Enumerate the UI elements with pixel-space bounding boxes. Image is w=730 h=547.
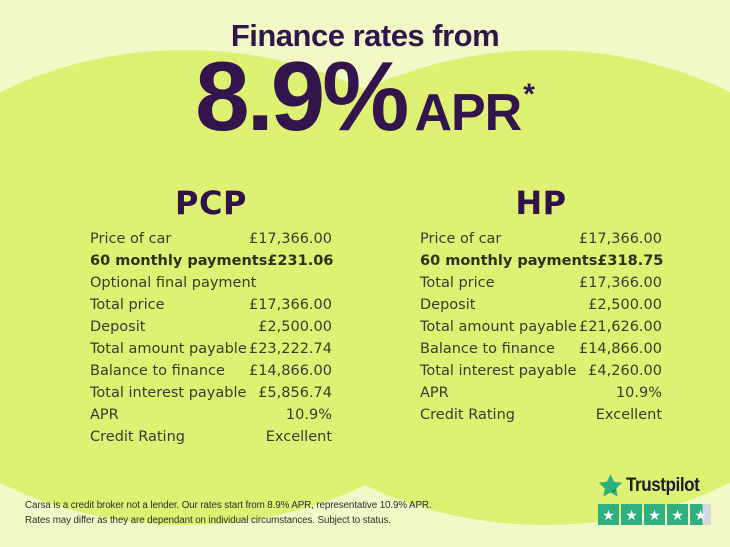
row-label: Deposit [90,319,146,335]
trustpilot-logo [588,473,718,525]
table-row [90,338,332,360]
headline-rate [0,41,730,151]
table-row [90,272,332,294]
table-row [90,382,332,404]
table-row [420,316,662,338]
table-row [90,228,332,250]
row-label: 60 monthly payments [420,253,598,269]
star-box-full: ★ [621,504,642,525]
pcp-table-rows [90,228,332,448]
rate-value: 8.9% [195,41,407,151]
row-label: APR [90,407,119,423]
trustpilot-rating-stars [598,504,718,525]
trustpilot-star-icon [598,473,623,498]
row-label: Price of car [90,231,172,247]
table-row [420,404,662,426]
row-value: £14,866.00 [578,341,662,357]
row-label: Total price [90,297,165,313]
row-value: £17,366.00 [248,231,332,247]
row-label: APR [420,385,449,401]
hp-table [420,186,662,426]
row-value: £231.06 [267,253,334,269]
disclaimer [25,498,455,528]
row-value: £4,260.00 [588,363,662,379]
table-row [90,426,332,448]
row-label: Credit Rating [90,429,185,445]
table-row [420,272,662,294]
row-label: Total amount payable [90,341,247,357]
row-label: 60 monthly payments [90,253,268,269]
row-label: Total price [420,275,495,291]
table-row [90,360,332,382]
disclaimer-line-2: Rates may differ as they are dependant on individual circumstances. Subject to status. [25,515,391,526]
star-box-full: ★ [644,504,665,525]
table-row [420,382,662,404]
hp-table-rows [420,228,662,426]
star-box-full: ★ [667,504,688,525]
row-value: £17,366.00 [578,231,662,247]
row-value: Excellent [595,407,662,423]
row-label: Balance to finance [420,341,555,357]
table-row [90,316,332,338]
trustpilot-wordmark: Trustpilot [626,474,700,496]
row-label: Credit Rating [420,407,515,423]
table-row [420,228,662,250]
rate-unit: APR [414,84,522,142]
row-value: £17,366.00 [248,297,332,313]
pcp-table [90,186,332,448]
table-row [90,250,332,272]
page-title: Finance rates from [230,18,500,53]
row-label: Balance to finance [90,363,225,379]
hp-table-title: HP [515,184,567,222]
row-value: £2,500.00 [258,319,332,335]
table-row [420,360,662,382]
row-label: Price of car [420,231,502,247]
row-label: Total interest payable [90,385,247,401]
row-value: £5,856.74 [258,385,332,401]
row-label: Deposit [420,297,476,313]
row-value: 10.9% [615,385,662,401]
row-value: £21,626.00 [578,319,662,335]
rate-asterisk: * [523,78,535,111]
table-row [90,294,332,316]
table-row [420,294,662,316]
row-value: £318.75 [597,253,664,269]
table-row [420,338,662,360]
pcp-table-title: PCP [175,184,247,222]
row-label: Total amount payable [420,319,577,335]
row-value: 10.9% [285,407,332,423]
trustpilot-brand-row [588,473,718,498]
row-label: Optional final payment [90,275,257,291]
row-value: £17,366.00 [578,275,662,291]
row-label: Total interest payable [420,363,577,379]
table-row [90,404,332,426]
star-box-full: ★ [598,504,619,525]
row-value: £2,500.00 [588,297,662,313]
row-value: £23,222.74 [248,341,332,357]
row-value: Excellent [265,429,332,445]
row-value: £14,866.00 [248,363,332,379]
disclaimer-line-1: Carsa is a credit broker not a lender. Our rates start from 8.9% APR, representative 10.9% APR. [25,500,432,511]
star-box-half: ★ [690,504,711,525]
table-row [420,250,662,272]
